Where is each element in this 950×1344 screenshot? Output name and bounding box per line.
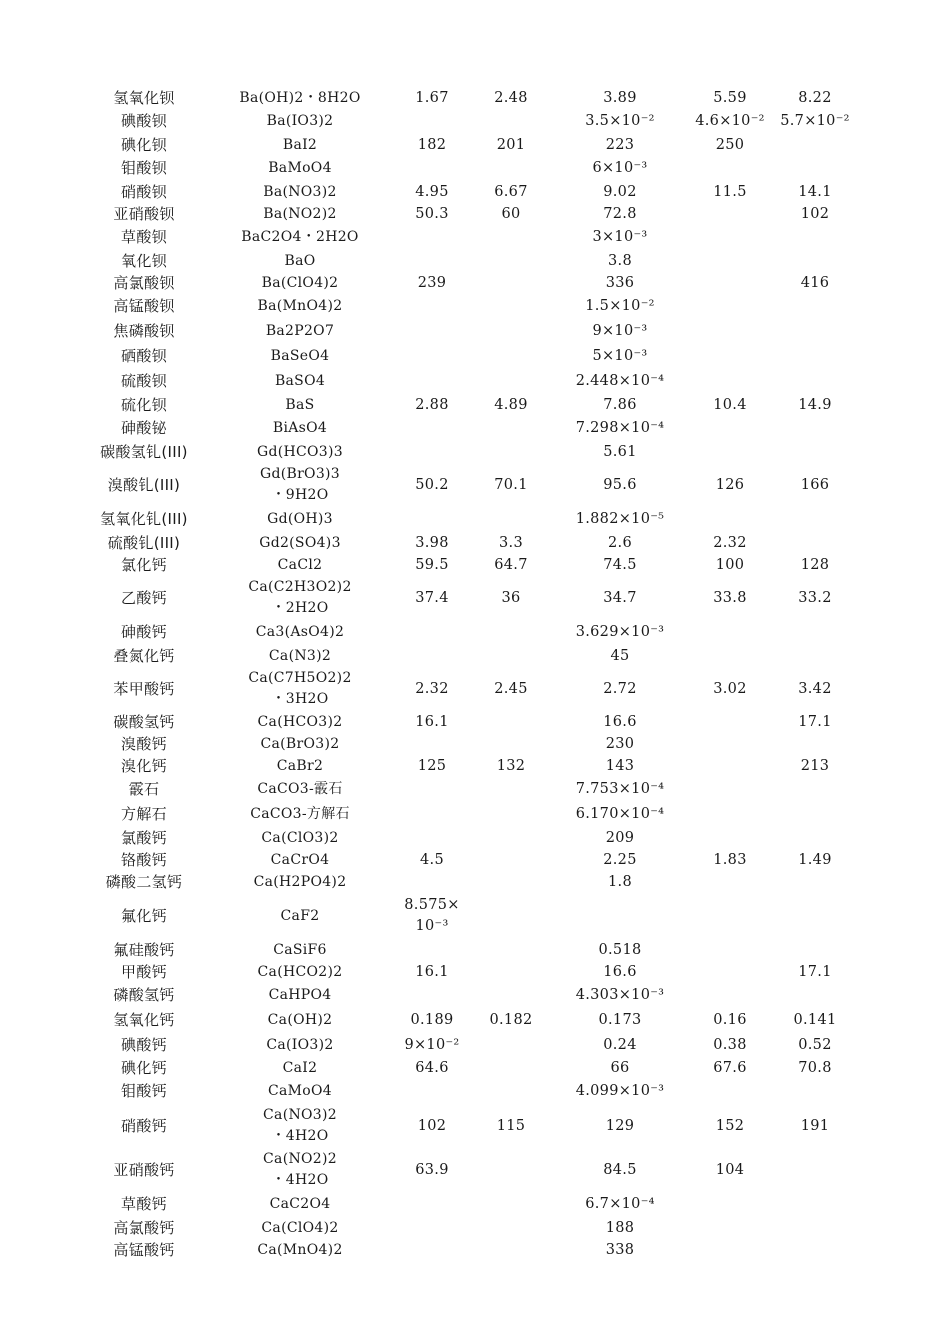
compound-formula: Gd2(SO4)3 (259, 534, 341, 551)
table-row (80, 507, 860, 532)
compound-formula: Gd(OH)3 (267, 511, 333, 527)
solubility-value-2: 2.45 (494, 680, 528, 697)
solubility-value-5: 33.2 (798, 589, 832, 606)
compound-formula: CaCrO4 (270, 851, 330, 868)
solubility-value-5: 102 (800, 205, 830, 222)
table-row (80, 1008, 860, 1033)
compound-name: 氢氧化钆(III) (100, 510, 188, 528)
solubility-value-3: 6×10⁻³ (592, 160, 648, 176)
compound-name: 亚硝酸钡 (113, 204, 175, 223)
compound-formula: Ca3(AsO4)2 (255, 624, 345, 640)
solubility-value-3: 2.72 (603, 680, 637, 697)
compound-formula: CaCO3-霰石 (257, 781, 343, 797)
compound-name: 氢氧化钙 (113, 1011, 175, 1029)
compound-name: 磷酸二氢钙 (105, 872, 183, 891)
compound-name: 碘酸钡 (121, 112, 167, 130)
solubility-table (80, 87, 860, 1261)
solubility-value-2: 3.3 (499, 534, 523, 551)
solubility-value-3: 4.099×10⁻³ (575, 1083, 665, 1099)
solubility-value-2: 201 (496, 136, 526, 153)
solubility-value-3: 209 (605, 829, 635, 846)
table-row (80, 871, 860, 893)
compound-name: 碘化钡 (121, 135, 167, 154)
compound-formula: BaSeO4 (270, 348, 330, 364)
solubility-value-3: 2.6 (608, 534, 632, 551)
table-row (80, 181, 860, 203)
solubility-value-5: 1.49 (798, 851, 832, 868)
table-row (80, 319, 860, 344)
table-row (80, 645, 860, 667)
solubility-value-3: 3.5×10⁻² (585, 113, 655, 129)
table-row (80, 532, 860, 554)
table-row (80, 134, 860, 156)
solubility-value-3: 72.8 (603, 205, 637, 222)
compound-formula: BaS (285, 396, 315, 413)
table-row (80, 294, 860, 319)
solubility-value-5: 5.7×10⁻² (780, 113, 850, 129)
solubility-value-3: 84.5 (603, 1161, 637, 1178)
solubility-value-1: 64.6 (415, 1059, 449, 1076)
table-row (80, 576, 860, 620)
solubility-value-1: 3.98 (415, 534, 449, 551)
solubility-value-4: 11.5 (713, 183, 747, 200)
table-row (80, 394, 860, 416)
table-row (80, 1239, 860, 1261)
compound-name: 硫酸钡 (121, 372, 167, 390)
solubility-value-4: 3.02 (713, 680, 747, 697)
table-row (80, 1192, 860, 1217)
compound-name: 磷酸氢钙 (113, 986, 175, 1004)
solubility-value-4: 2.32 (713, 534, 747, 551)
solubility-value-3: 2.25 (603, 851, 637, 868)
compound-formula: Ca(HCO2)2 (257, 963, 343, 980)
compound-formula: Ca(ClO4)2 (261, 1219, 339, 1236)
solubility-value-3: 230 (605, 735, 635, 752)
compound-name: 碳酸氢钆(III) (100, 442, 188, 461)
solubility-value-4: 250 (715, 136, 745, 153)
table-row (80, 272, 860, 294)
solubility-value-3: 66 (610, 1059, 630, 1076)
table-row (80, 755, 860, 777)
compound-formula: Gd(HCO3)3 (257, 443, 343, 460)
compound-formula: Ca(IO3)2 (266, 1036, 334, 1053)
table-row (80, 777, 860, 802)
solubility-value-3: 1.5×10⁻² (585, 298, 655, 314)
solubility-value-1: 37.4 (415, 589, 449, 606)
table-row (80, 463, 860, 507)
solubility-value-3: 5.61 (603, 443, 637, 460)
table-row (80, 667, 860, 711)
solubility-value-1: 1.67 (415, 89, 449, 106)
solubility-value-4: 104 (715, 1161, 745, 1178)
compound-name: 乙酸钙 (121, 588, 167, 607)
compound-formula: CaI2 (282, 1059, 318, 1076)
solubility-value-3: 5×10⁻³ (592, 348, 648, 364)
compound-name: 碘酸钙 (121, 1035, 167, 1054)
solubility-value-4: 0.38 (713, 1036, 747, 1053)
table-row (80, 1217, 860, 1239)
solubility-value-3: 74.5 (603, 556, 637, 573)
compound-name: 碳酸氢钙 (113, 712, 175, 731)
table-row (80, 961, 860, 983)
compound-formula: Gd(BrO3)3 ・9H2O (259, 466, 341, 503)
solubility-value-5: 8.22 (798, 89, 832, 106)
solubility-value-1: 182 (417, 136, 447, 153)
solubility-value-3: 4.303×10⁻³ (575, 987, 665, 1003)
compound-formula: CaMoO4 (267, 1083, 332, 1099)
solubility-value-1: 2.88 (415, 396, 449, 413)
solubility-value-3: 223 (605, 136, 635, 153)
solubility-value-3: 0.518 (598, 941, 642, 958)
solubility-value-2: 70.1 (494, 476, 528, 493)
solubility-value-4: 0.16 (713, 1012, 747, 1028)
compound-name: 霰石 (128, 780, 160, 798)
solubility-value-3: 3×10⁻³ (592, 229, 648, 245)
compound-formula: BaI2 (282, 136, 318, 153)
compound-name: 草酸钙 (121, 1195, 167, 1213)
solubility-value-5: 128 (800, 556, 830, 573)
solubility-value-3: 188 (605, 1219, 635, 1236)
compound-name: 高锰酸钙 (113, 1240, 175, 1259)
table-row (80, 109, 860, 134)
compound-name: 氟硅酸钙 (113, 940, 175, 959)
solubility-value-3: 45 (610, 647, 630, 664)
solubility-value-4: 5.59 (713, 89, 747, 106)
compound-formula: Ca(ClO3)2 (261, 829, 339, 846)
table-row (80, 849, 860, 871)
compound-formula: CaCl2 (277, 556, 323, 573)
solubility-value-1: 102 (417, 1117, 447, 1134)
solubility-value-5: 191 (800, 1117, 830, 1134)
solubility-value-3: 129 (605, 1117, 635, 1134)
solubility-value-1: 50.2 (415, 476, 449, 493)
compound-formula: CaHPO4 (268, 987, 332, 1003)
compound-name: 硝酸钙 (121, 1116, 167, 1135)
table-row (80, 827, 860, 849)
table-row (80, 733, 860, 755)
compound-formula: Ca(C7H5O2)2 ・3H2O (248, 670, 352, 707)
solubility-value-3: 34.7 (603, 589, 637, 606)
compound-formula: CaSiF6 (273, 941, 327, 958)
compound-name: 亚硝酸钙 (113, 1160, 175, 1179)
table-row (80, 620, 860, 645)
compound-name: 钼酸钡 (121, 159, 167, 177)
solubility-value-3: 6.7×10⁻⁴ (585, 1196, 655, 1212)
solubility-value-2: 4.89 (494, 396, 528, 413)
solubility-value-3: 0.173 (598, 1012, 642, 1028)
compound-name: 溴化钙 (121, 756, 167, 775)
table-row (80, 344, 860, 369)
table-row (80, 156, 860, 181)
solubility-value-3: 1.8 (608, 873, 632, 890)
solubility-value-3: 3.89 (603, 89, 637, 106)
compound-formula: CaC2O4 (269, 1196, 331, 1212)
solubility-value-5: 14.9 (798, 396, 832, 413)
solubility-value-2: 132 (496, 757, 526, 774)
compound-name: 碘化钙 (121, 1058, 167, 1077)
solubility-value-1: 16.1 (415, 713, 449, 730)
solubility-value-3: 7.86 (603, 396, 637, 413)
solubility-value-3: 7.298×10⁻⁴ (575, 420, 665, 436)
table-row (80, 1104, 860, 1148)
compound-name: 氯酸钙 (121, 828, 167, 847)
solubility-value-1: 16.1 (415, 963, 449, 980)
compound-formula: CaCO3-方解石 (250, 806, 350, 822)
solubility-value-4: 10.4 (713, 396, 747, 413)
solubility-value-3: 16.6 (603, 713, 637, 730)
compound-name: 焦磷酸钡 (113, 322, 175, 340)
solubility-value-1: 63.9 (415, 1161, 449, 1178)
solubility-value-5: 17.1 (798, 963, 832, 980)
solubility-value-4: 67.6 (713, 1059, 747, 1076)
solubility-value-5: 14.1 (798, 183, 832, 200)
compound-formula: CaBr2 (276, 757, 324, 774)
compound-formula: Ba(ClO4)2 (261, 274, 339, 291)
solubility-value-5: 416 (800, 274, 830, 291)
compound-formula: CaF2 (280, 907, 320, 924)
compound-name: 氟化钙 (121, 906, 167, 925)
table-row (80, 1079, 860, 1104)
solubility-value-4: 100 (715, 556, 745, 573)
compound-name: 硫化钡 (121, 395, 167, 414)
solubility-value-4: 126 (715, 476, 745, 493)
compound-name: 高氯酸钙 (113, 1218, 175, 1237)
solubility-value-1: 50.3 (415, 205, 449, 222)
table-row (80, 893, 860, 939)
table-row (80, 225, 860, 250)
compound-name: 方解石 (121, 805, 167, 823)
compound-name: 氧化钡 (121, 251, 167, 270)
solubility-value-1: 59.5 (415, 556, 449, 573)
solubility-value-1: 4.95 (415, 183, 449, 200)
solubility-value-3: 16.6 (603, 963, 637, 980)
compound-name: 氢氧化钡 (113, 88, 175, 107)
solubility-value-1: 9×10⁻² (404, 1036, 460, 1053)
compound-formula: BiAsO4 (272, 420, 328, 436)
solubility-value-3: 143 (605, 757, 635, 774)
table-row (80, 87, 860, 109)
solubility-value-2: 60 (501, 205, 521, 222)
solubility-value-3: 95.6 (603, 476, 637, 493)
solubility-value-2: 6.67 (494, 183, 528, 200)
solubility-value-3: 9×10⁻³ (592, 323, 648, 339)
table-row (80, 1148, 860, 1192)
solubility-value-3: 3.629×10⁻³ (575, 624, 665, 640)
solubility-value-5: 0.141 (793, 1012, 837, 1028)
compound-name: 甲酸钙 (121, 962, 167, 981)
compound-name: 氯化钙 (121, 555, 167, 574)
solubility-value-5: 70.8 (798, 1059, 832, 1076)
solubility-value-3: 2.448×10⁻⁴ (575, 373, 665, 389)
solubility-value-1: 239 (417, 274, 447, 291)
table-row (80, 1033, 860, 1057)
compound-formula: Ca(NO3)2 ・4H2O (263, 1107, 337, 1144)
compound-formula: Ba(OH)2・8H2O (239, 89, 361, 106)
compound-formula: Ba(MnO4)2 (257, 298, 343, 314)
compound-name: 苯甲酸钙 (113, 679, 175, 698)
solubility-value-2: 36 (501, 589, 521, 606)
compound-formula: Ca(MnO4)2 (257, 1241, 343, 1258)
table-row (80, 441, 860, 463)
solubility-value-4: 1.83 (713, 851, 747, 868)
solubility-value-3: 6.170×10⁻⁴ (575, 806, 665, 822)
table-row (80, 554, 860, 576)
solubility-value-3: 7.753×10⁻⁴ (575, 781, 665, 797)
compound-formula: BaSO4 (274, 373, 326, 389)
compound-name: 砷酸铋 (121, 419, 167, 437)
solubility-value-1: 8.575× 10⁻³ (404, 897, 460, 934)
table-row (80, 802, 860, 827)
table-row (80, 250, 860, 272)
solubility-value-3: 1.882×10⁻⁵ (575, 511, 665, 527)
solubility-value-3: 9.02 (603, 183, 637, 200)
solubility-value-3: 338 (605, 1241, 635, 1258)
compound-formula: Ca(C2H3O2)2 ・2H2O (248, 579, 352, 616)
compound-name: 铬酸钙 (121, 850, 167, 869)
compound-formula: Ca(NO2)2 ・4H2O (263, 1151, 337, 1188)
compound-name: 溴酸钙 (121, 734, 167, 753)
compound-name: 叠氮化钙 (113, 646, 175, 665)
solubility-value-2: 115 (496, 1117, 526, 1134)
solubility-value-2: 2.48 (494, 89, 528, 106)
compound-name: 高氯酸钡 (113, 273, 175, 292)
solubility-value-1: 125 (417, 757, 447, 774)
solubility-value-5: 17.1 (798, 713, 832, 730)
compound-formula: BaC2O4・2H2O (241, 229, 359, 245)
compound-formula: BaO (284, 252, 316, 269)
compound-formula: BaMoO4 (268, 160, 332, 176)
compound-formula: Ca(OH)2 (267, 1012, 333, 1028)
compound-name: 硒酸钡 (121, 347, 167, 365)
compound-formula: Ca(HCO3)2 (257, 713, 343, 730)
compound-formula: Ba(NO2)2 (263, 205, 337, 222)
solubility-value-4: 33.8 (713, 589, 747, 606)
compound-name: 钼酸钙 (121, 1082, 167, 1100)
compound-formula: Ba(IO3)2 (266, 113, 334, 129)
table-row (80, 711, 860, 733)
compound-name: 硫酸钆(III) (107, 533, 181, 552)
table-row (80, 983, 860, 1008)
solubility-value-2: 64.7 (494, 556, 528, 573)
solubility-value-1: 4.5 (420, 851, 444, 868)
compound-name: 砷酸钙 (121, 623, 167, 641)
solubility-value-2: 0.182 (489, 1012, 533, 1028)
table-row (80, 203, 860, 225)
compound-formula: Ca(BrO3)2 (260, 735, 340, 752)
table-row (80, 416, 860, 441)
compound-formula: Ba2P2O7 (265, 323, 335, 339)
compound-name: 草酸钡 (121, 228, 167, 246)
solubility-value-3: 0.24 (603, 1036, 637, 1053)
solubility-value-4: 152 (715, 1117, 745, 1134)
compound-name: 高锰酸钡 (113, 297, 175, 315)
compound-name: 硝酸钡 (121, 182, 167, 201)
solubility-table-body (80, 87, 860, 1261)
solubility-value-5: 166 (800, 476, 830, 493)
table-row (80, 1057, 860, 1079)
table-row (80, 369, 860, 394)
solubility-value-5: 3.42 (798, 680, 832, 697)
compound-formula: Ca(H2PO4)2 (253, 873, 347, 890)
solubility-value-3: 336 (605, 274, 635, 291)
compound-name: 溴酸钆(III) (107, 475, 181, 494)
solubility-value-3: 3.8 (608, 252, 632, 269)
compound-formula: Ca(N3)2 (268, 647, 332, 664)
compound-formula: Ba(NO3)2 (263, 183, 337, 200)
solubility-value-1: 0.189 (410, 1012, 454, 1028)
table-row (80, 939, 860, 961)
solubility-value-5: 0.52 (798, 1036, 832, 1053)
solubility-value-1: 2.32 (415, 680, 449, 697)
solubility-value-4: 4.6×10⁻² (695, 113, 765, 129)
solubility-value-5: 213 (800, 757, 830, 774)
